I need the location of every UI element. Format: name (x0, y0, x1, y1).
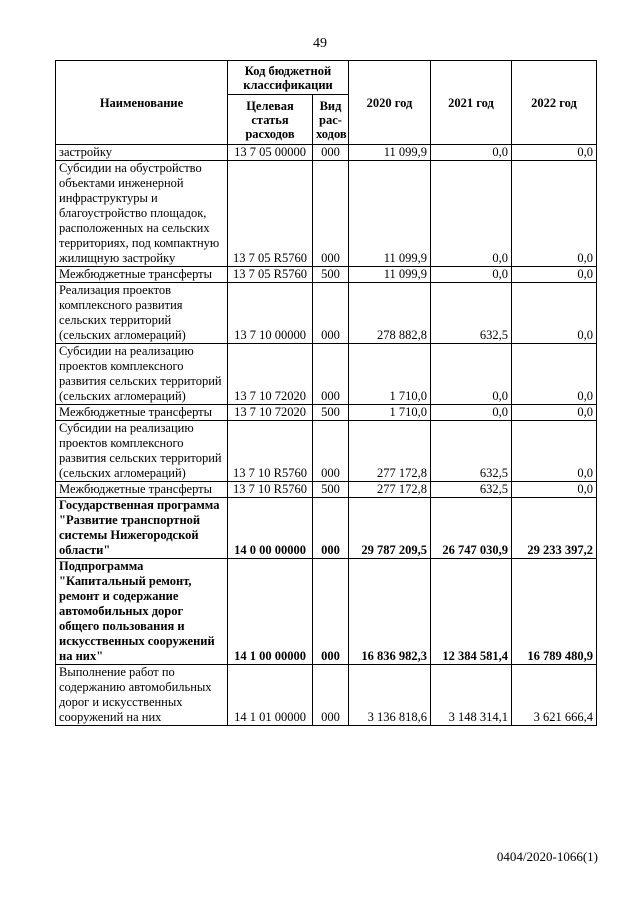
budget-table (55, 60, 597, 726)
row-type-code: 000 (313, 498, 349, 559)
row-value-2020: 278 882,8 (349, 283, 431, 344)
header-2020: 2020 год (349, 61, 431, 145)
row-target-code: 13 7 05 00000 (228, 145, 313, 161)
header-target: Целевая статья расходов (228, 95, 313, 145)
table-row (56, 482, 597, 498)
row-type-code: 000 (313, 421, 349, 482)
row-name: Субсидии на обустройство объектами инженерной инфраструктуры и благоустройство площадок, расположенных на сельских территориях, под компактную жилищную застройку (56, 161, 228, 267)
row-value-2022: 0,0 (512, 482, 597, 498)
row-target-code: 13 7 10 00000 (228, 283, 313, 344)
row-value-2022: 0,0 (512, 344, 597, 405)
row-target-code: 13 7 05 R5760 (228, 267, 313, 283)
page-number: 49 (313, 36, 327, 51)
row-type-code: 000 (313, 344, 349, 405)
row-type-code: 000 (313, 559, 349, 665)
row-value-2022: 0,0 (512, 421, 597, 482)
row-target-code: 13 7 10 72020 (228, 405, 313, 421)
row-value-2021: 632,5 (431, 283, 512, 344)
row-value-2020: 16 836 982,3 (349, 559, 431, 665)
table-row (56, 665, 597, 726)
row-value-2021: 0,0 (431, 344, 512, 405)
row-value-2020: 1 710,0 (349, 405, 431, 421)
row-value-2021: 0,0 (431, 267, 512, 283)
row-target-code: 13 7 10 R5760 (228, 421, 313, 482)
table-row (56, 344, 597, 405)
row-value-2022: 0,0 (512, 267, 597, 283)
row-value-2020: 29 787 209,5 (349, 498, 431, 559)
row-value-2021: 12 384 581,4 (431, 559, 512, 665)
header-2022: 2022 год (512, 61, 597, 145)
row-type-code: 000 (313, 283, 349, 344)
row-value-2021: 3 148 314,1 (431, 665, 512, 726)
table-row (56, 267, 597, 283)
row-value-2020: 11 099,9 (349, 267, 431, 283)
row-type-code: 000 (313, 161, 349, 267)
row-type-code: 500 (313, 482, 349, 498)
row-name: Государственная программа "Развитие транспортной системы Нижегородской области" (56, 498, 228, 559)
row-type-code: 000 (313, 665, 349, 726)
row-type-code: 500 (313, 267, 349, 283)
row-name: Межбюджетные трансферты (56, 405, 228, 421)
header-code-group: Код бюджетной классификации (228, 61, 349, 95)
row-value-2022: 0,0 (512, 161, 597, 267)
document-code: 0404/2020-1066(1) (496, 849, 598, 864)
row-value-2021: 26 747 030,9 (431, 498, 512, 559)
row-type-code: 000 (313, 145, 349, 161)
row-value-2020: 3 136 818,6 (349, 665, 431, 726)
row-target-code: 13 7 10 R5760 (228, 482, 313, 498)
row-value-2020: 11 099,9 (349, 145, 431, 161)
header-2021: 2021 год (431, 61, 512, 145)
row-name: Выполнение работ по содержанию автомобильных дорог и искусственных сооружений на них (56, 665, 228, 726)
table-row (56, 161, 597, 267)
table-header (56, 61, 597, 145)
table-row (56, 559, 597, 665)
row-name: Межбюджетные трансферты (56, 482, 228, 498)
row-target-code: 14 1 00 00000 (228, 559, 313, 665)
header-name: Наименование (56, 61, 228, 145)
table-row (56, 283, 597, 344)
row-value-2020: 277 172,8 (349, 482, 431, 498)
row-target-code: 13 7 10 72020 (228, 344, 313, 405)
row-value-2021: 0,0 (431, 145, 512, 161)
row-name: Субсидии на реализацию проектов комплексного развития сельских территорий (сельских агломераций) (56, 421, 228, 482)
table-row (56, 498, 597, 559)
row-name: Субсидии на реализацию проектов комплексного развития сельских территорий (сельских агломераций) (56, 344, 228, 405)
row-value-2022: 0,0 (512, 145, 597, 161)
row-value-2021: 632,5 (431, 421, 512, 482)
table-row (56, 405, 597, 421)
row-name: застройку (56, 145, 228, 161)
row-value-2022: 0,0 (512, 405, 597, 421)
row-type-code: 500 (313, 405, 349, 421)
row-value-2021: 0,0 (431, 405, 512, 421)
table-body (56, 145, 597, 726)
row-target-code: 14 0 00 00000 (228, 498, 313, 559)
row-name: Подпрограмма "Капитальный ремонт, ремонт и содержание автомобильных дорог общего пользования и искусственных сооружений на них" (56, 559, 228, 665)
row-value-2020: 11 099,9 (349, 161, 431, 267)
row-value-2020: 277 172,8 (349, 421, 431, 482)
row-name: Межбюджетные трансферты (56, 267, 228, 283)
row-value-2022: 29 233 397,2 (512, 498, 597, 559)
row-value-2021: 0,0 (431, 161, 512, 267)
row-value-2022: 16 789 480,9 (512, 559, 597, 665)
row-target-code: 13 7 05 R5760 (228, 161, 313, 267)
row-name: Реализация проектов комплексного развития сельских территорий (сельских агломераций) (56, 283, 228, 344)
row-target-code: 14 1 01 00000 (228, 665, 313, 726)
header-type: Вид рас-ходов (313, 95, 349, 145)
table-row (56, 421, 597, 482)
row-value-2021: 632,5 (431, 482, 512, 498)
table-row (56, 145, 597, 161)
row-value-2022: 3 621 666,4 (512, 665, 597, 726)
row-value-2020: 1 710,0 (349, 344, 431, 405)
row-value-2022: 0,0 (512, 283, 597, 344)
